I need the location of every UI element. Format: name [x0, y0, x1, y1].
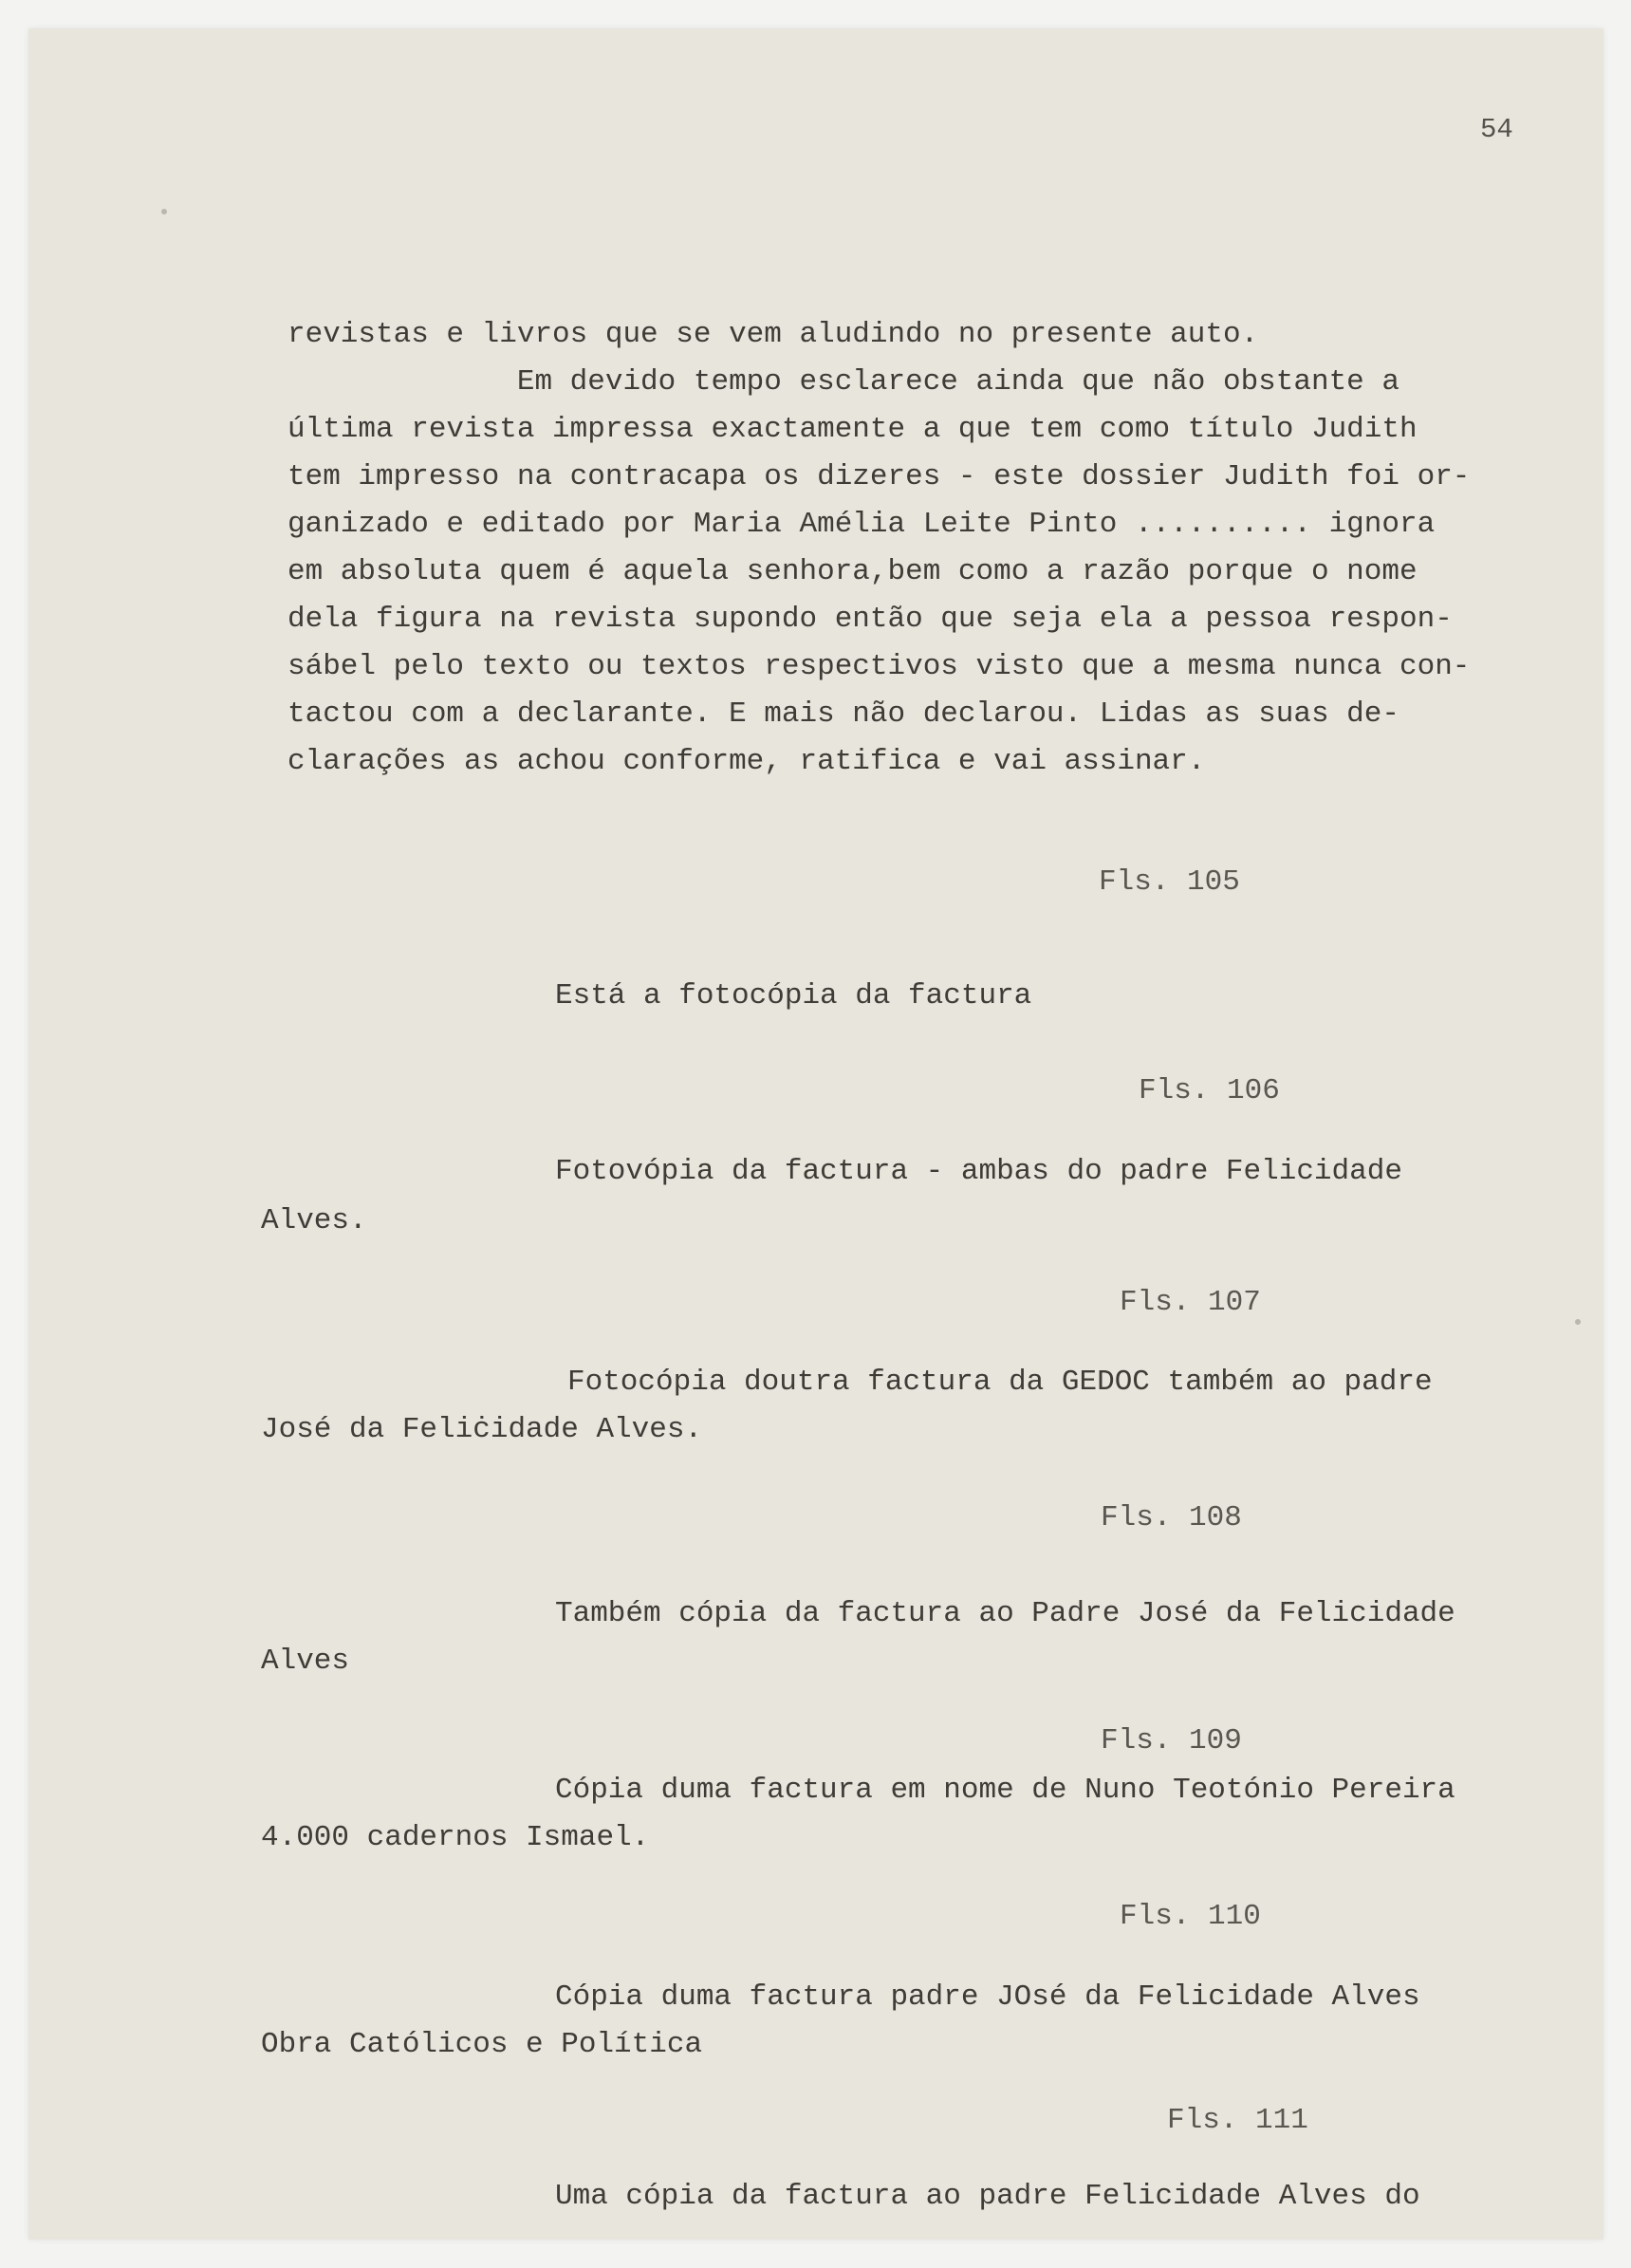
- folio-reference: Fls. 106: [1139, 1074, 1280, 1107]
- paragraph-line: sábel pelo texto ou textos respectivos visto que a mesma nunca con-: [287, 650, 1471, 683]
- document-page: [28, 28, 1603, 2240]
- entry-continuation: Alves: [261, 1645, 350, 1678]
- entry-continuation: Alves.: [261, 1204, 367, 1237]
- paragraph-line: Em devido tempo esclarece ainda que não obstante a: [287, 365, 1399, 399]
- folio-reference: Fls. 110: [1120, 1900, 1261, 1933]
- entry-description: Cópia duma factura padre JOsé da Felicidade Alves: [555, 1980, 1420, 2014]
- declaration-paragraph: [287, 311, 1597, 786]
- entry-description: Fotocópia doutra factura da GEDOC também ao padre: [567, 1366, 1433, 1399]
- paragraph-line: tactou com a declarante. E mais não declarou. Lidas as suas de-: [287, 697, 1399, 731]
- entry-description: Uma cópia da factura ao padre Felicidade Alves do: [555, 2180, 1420, 2213]
- paragraph-line: em absoluta quem é aquela senhora,bem como a razão porque o nome: [287, 555, 1418, 588]
- page-number: 54: [1480, 114, 1513, 145]
- entry-continuation: 4.000 cadernos Ismael.: [261, 1821, 650, 1854]
- paragraph-line: ganizado e editado por Maria Amélia Leite Pinto .......... ignora: [287, 508, 1436, 541]
- folio-reference: Fls. 107: [1120, 1286, 1261, 1319]
- folio-reference: Fls. 109: [1101, 1724, 1242, 1757]
- paragraph-line: tem impresso na contracapa os dizeres - este dossier Judith foi or-: [287, 460, 1471, 493]
- entry-description: Fotovópia da factura - ambas do padre Felicidade: [555, 1155, 1402, 1188]
- paper-speck: [161, 209, 167, 214]
- paragraph-line: última revista impressa exactamente a que tem como título Judith: [287, 413, 1418, 446]
- paragraph-line: dela figura na revista supondo então que seja ela a pessoa respon-: [287, 603, 1453, 636]
- entry-description: Também cópia da factura ao Padre José da Felicidade: [555, 1597, 1455, 1630]
- entry-description: Está a fotocópia da factura: [555, 979, 1032, 1013]
- paragraph-line: revistas e livros que se vem aludindo no presente auto.: [287, 318, 1259, 351]
- folio-reference: Fls. 111: [1167, 2104, 1308, 2137]
- folio-reference: Fls. 105: [1099, 865, 1240, 899]
- entry-continuation: José da Feliċidade Alves.: [261, 1413, 703, 1446]
- paragraph-line: clarações as achou conforme, ratifica e vai assinar.: [287, 745, 1206, 778]
- entry-description: Cópia duma factura em nome de Nuno Teotónio Pereira: [555, 1774, 1455, 1807]
- paper-speck: [1575, 1319, 1581, 1325]
- folio-reference: Fls. 108: [1101, 1501, 1242, 1534]
- entry-continuation: Obra Católicos e Política: [261, 2028, 703, 2061]
